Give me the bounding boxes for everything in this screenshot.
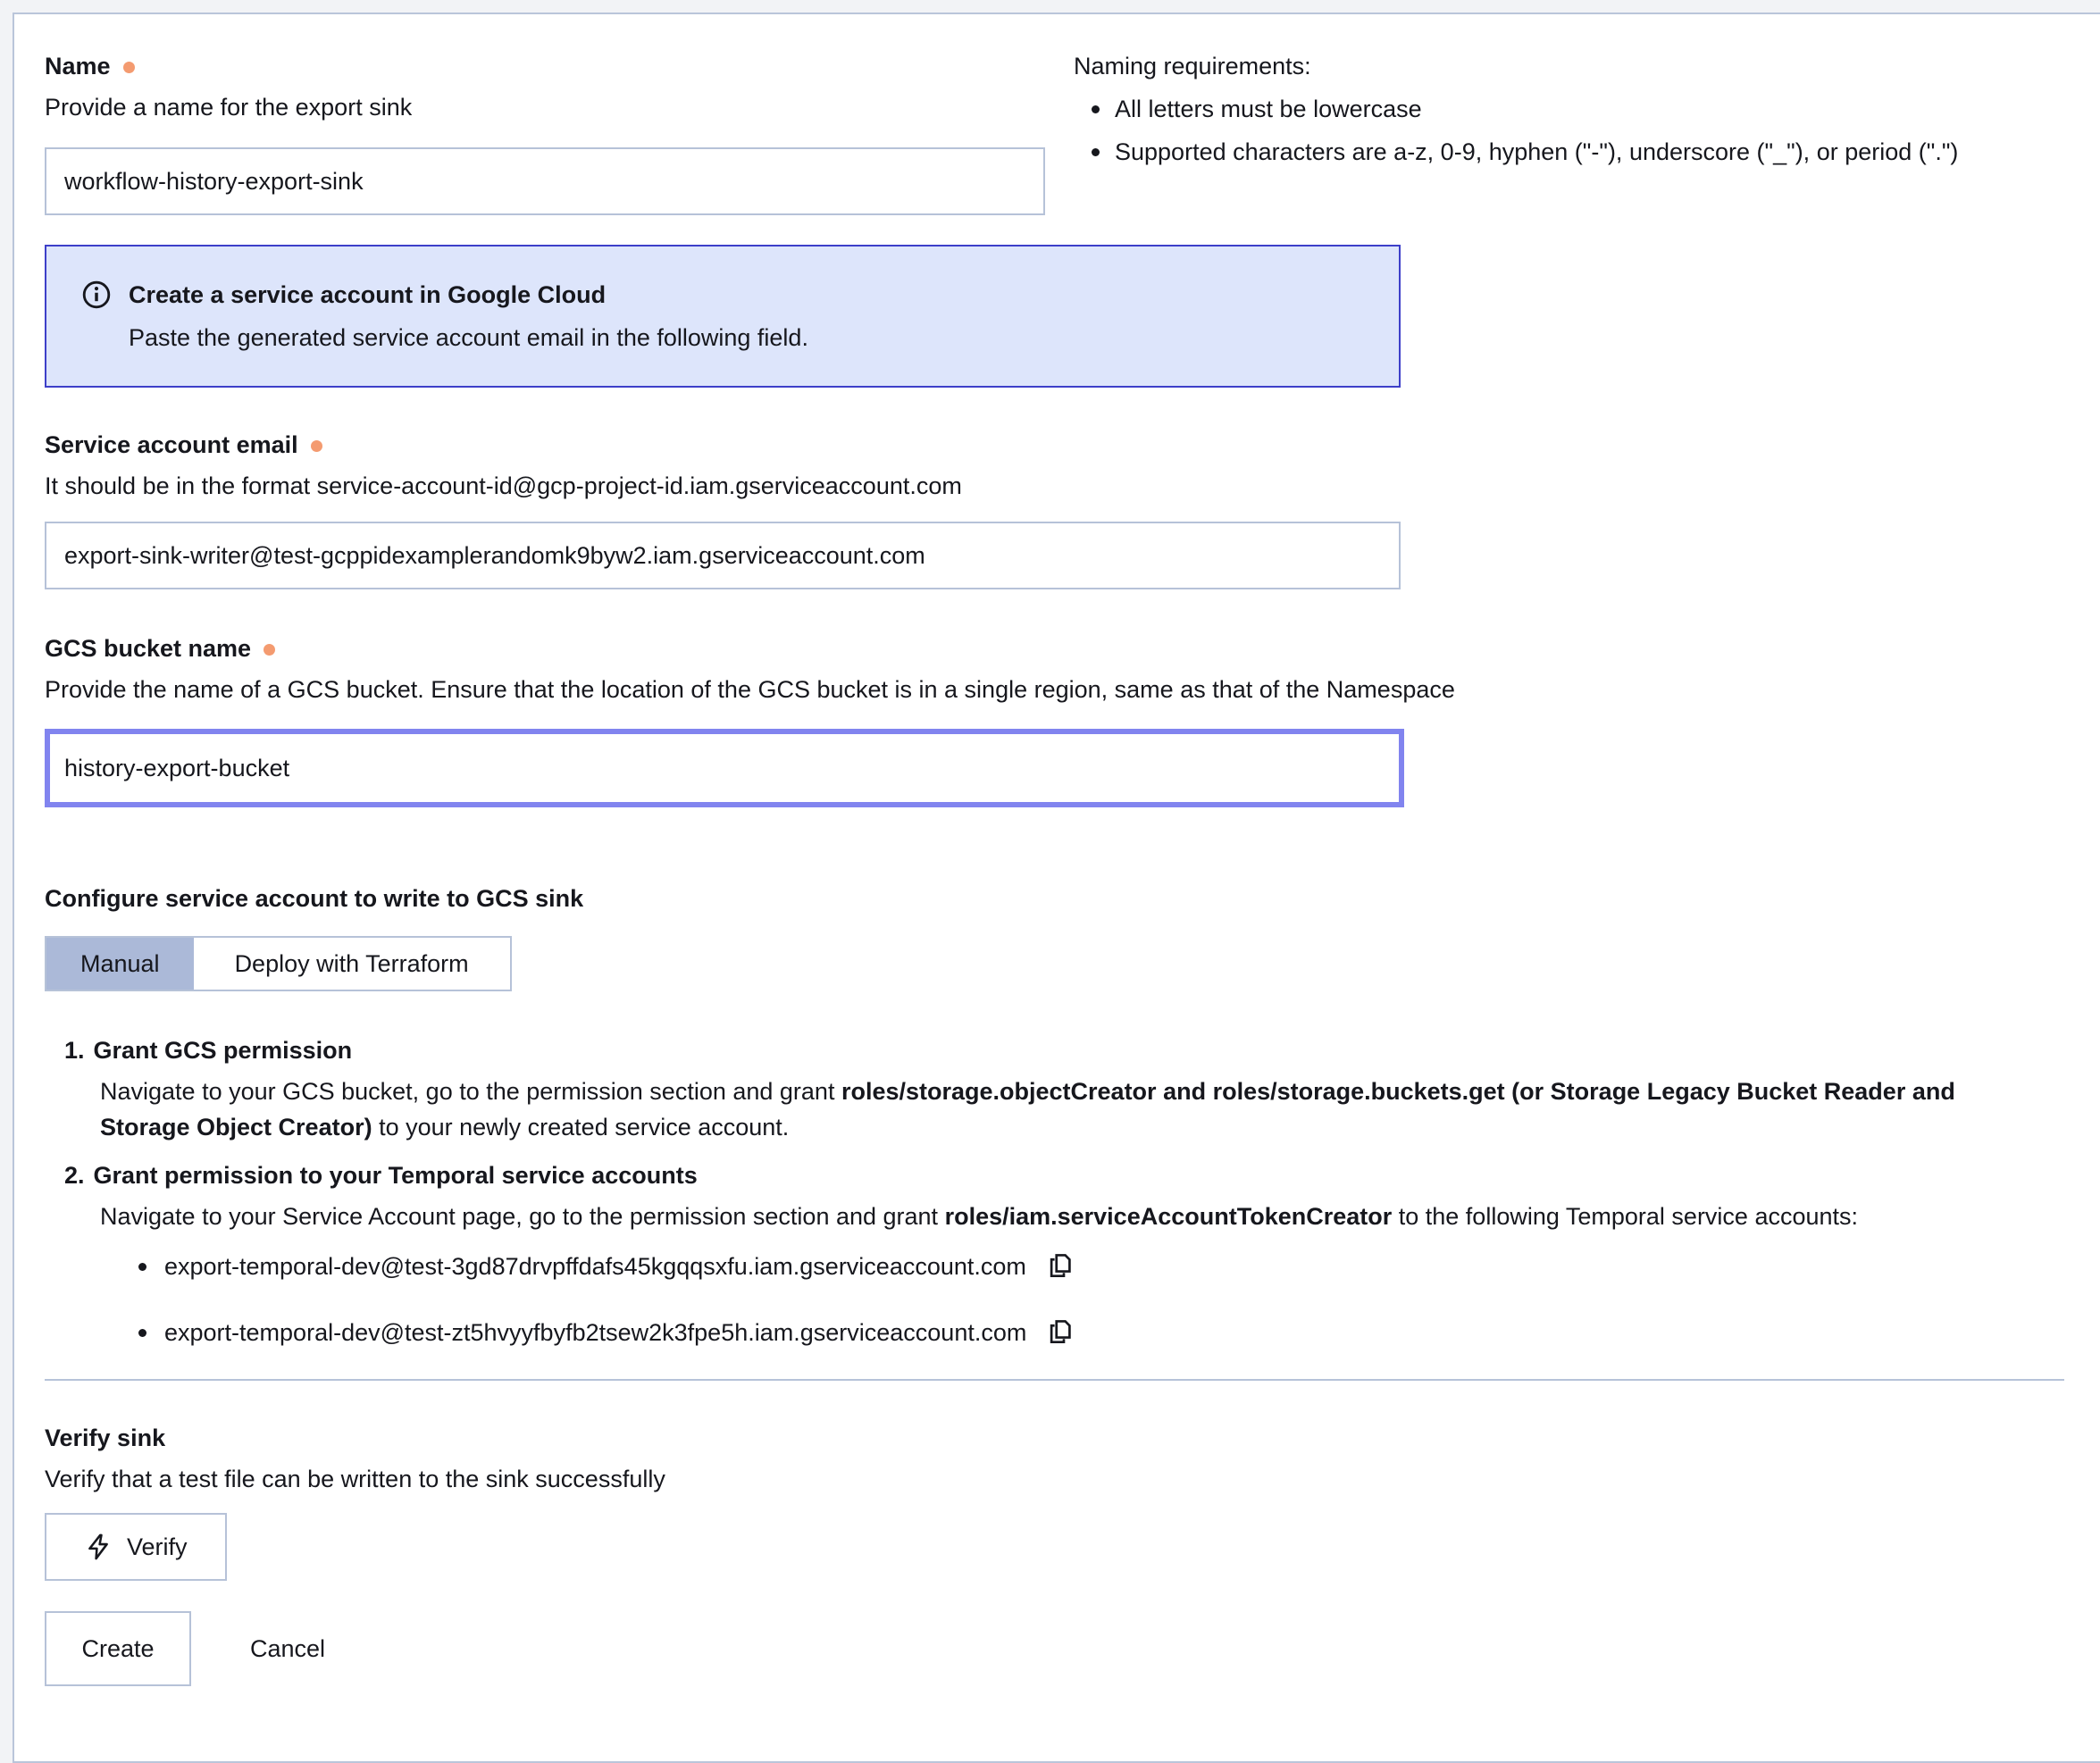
cancel-button[interactable] xyxy=(229,1611,347,1686)
bullet-icon xyxy=(138,1329,146,1337)
step-number: 2. xyxy=(64,1162,85,1189)
configure-section-title: Configure service account to write to GCS sink xyxy=(45,885,584,912)
copy-button[interactable] xyxy=(1046,1318,1075,1347)
name-field-label: Name xyxy=(45,53,111,79)
step-grant-temporal-permission xyxy=(45,1157,2064,1350)
bucket-description: Provide the name of a GCS bucket. Ensure that the location of the GCS bucket is in a single region, same as that of the Namespace xyxy=(45,676,1455,703)
temporal-service-account-list xyxy=(45,1249,2064,1350)
bullet-icon xyxy=(1092,148,1100,156)
bucket-label-row xyxy=(45,631,2064,666)
temporal-service-account-email: export-temporal-dev@test-zt5hvyyfbyfb2tsew2k3fpe5h.iam.gserviceaccount.com xyxy=(164,1319,1027,1346)
name-field-label-row xyxy=(45,48,1045,84)
list-item xyxy=(138,1315,2064,1350)
required-dot-icon xyxy=(311,440,322,452)
naming-requirement-text: Supported characters are a-z, 0-9, hyphen ("-"), underscore ("_"), or period (".") xyxy=(1115,138,1959,165)
create-button[interactable] xyxy=(45,1611,191,1686)
naming-requirement-text: All letters must be lowercase xyxy=(1115,96,1422,122)
service-account-description: It should be in the format service-account-id@gcp-project-id.iam.gserviceaccount.com xyxy=(45,472,962,499)
list-item xyxy=(1074,134,2064,170)
step-body-bold: roles/iam.serviceAccountTokenCreator xyxy=(944,1203,1393,1230)
naming-requirements-list xyxy=(1074,91,2064,170)
step-title-text: Grant GCS permission xyxy=(93,1037,353,1064)
configure-tabs xyxy=(45,936,512,991)
copy-button[interactable] xyxy=(1046,1252,1075,1281)
verify-button-label: Verify xyxy=(127,1533,188,1560)
banner-body: Paste the generated service account email in the following field. xyxy=(129,324,808,351)
lightning-bolt-icon xyxy=(84,1533,113,1561)
step-body-text: to the following Temporal service accounts: xyxy=(1392,1203,1859,1230)
verify-section-description: Verify that a test file can be written to the sink successfully xyxy=(45,1466,665,1492)
tab-manual[interactable] xyxy=(46,938,194,990)
copy-icon xyxy=(1046,1318,1075,1347)
copy-icon xyxy=(1046,1252,1075,1281)
cancel-button-label: Cancel xyxy=(250,1635,326,1662)
info-icon xyxy=(80,279,113,311)
service-account-email-input[interactable] xyxy=(45,522,1401,589)
tab-label: Manual xyxy=(80,950,160,977)
banner-title: Create a service account in Google Cloud xyxy=(129,281,607,308)
gcs-bucket-name-input[interactable] xyxy=(45,729,1404,807)
verify-section-title: Verify sink xyxy=(45,1425,166,1451)
service-account-label-row xyxy=(45,427,2064,463)
service-account-info-banner xyxy=(45,245,1401,388)
bullet-icon xyxy=(138,1263,146,1271)
create-button-label: Create xyxy=(81,1635,155,1662)
step-body-bold: roles/storage.objectCreator and roles/storage.buckets.get (or Storage Legacy Bucket Reader and Storage Object Creator) xyxy=(100,1078,1955,1141)
step-title-text: Grant permission to your Temporal service accounts xyxy=(93,1162,698,1189)
step-body xyxy=(100,1199,2047,1234)
step-body-text: Navigate to your Service Account page, go to the permission section and grant xyxy=(100,1203,945,1230)
tab-label: Deploy with Terraform xyxy=(234,950,469,977)
tab-deploy-with-terraform[interactable] xyxy=(194,938,510,990)
name-field-description: Provide a name for the export sink xyxy=(45,94,413,121)
list-item xyxy=(1074,91,2064,127)
bucket-label: GCS bucket name xyxy=(45,635,252,662)
service-account-label: Service account email xyxy=(45,431,298,458)
step-grant-gcs-permission xyxy=(45,1032,2064,1145)
section-divider xyxy=(45,1379,2064,1381)
required-dot-icon xyxy=(123,62,135,73)
step-body-text: Navigate to your GCS bucket, go to the permission section and grant xyxy=(100,1078,841,1105)
name-input[interactable] xyxy=(45,147,1045,215)
bullet-icon xyxy=(1092,105,1100,113)
temporal-service-account-email: export-temporal-dev@test-3gd87drvpffdafs45kgqqsxfu.iam.gserviceaccount.com xyxy=(164,1253,1026,1280)
step-number: 1. xyxy=(64,1037,85,1064)
step-body-text: to your newly created service account. xyxy=(372,1114,790,1141)
step-body xyxy=(100,1074,2047,1145)
verify-button[interactable] xyxy=(45,1513,227,1581)
required-dot-icon xyxy=(264,644,275,656)
export-sink-form xyxy=(13,13,2100,1763)
list-item xyxy=(138,1249,2064,1284)
naming-requirements-title: Naming requirements: xyxy=(1074,53,1311,79)
